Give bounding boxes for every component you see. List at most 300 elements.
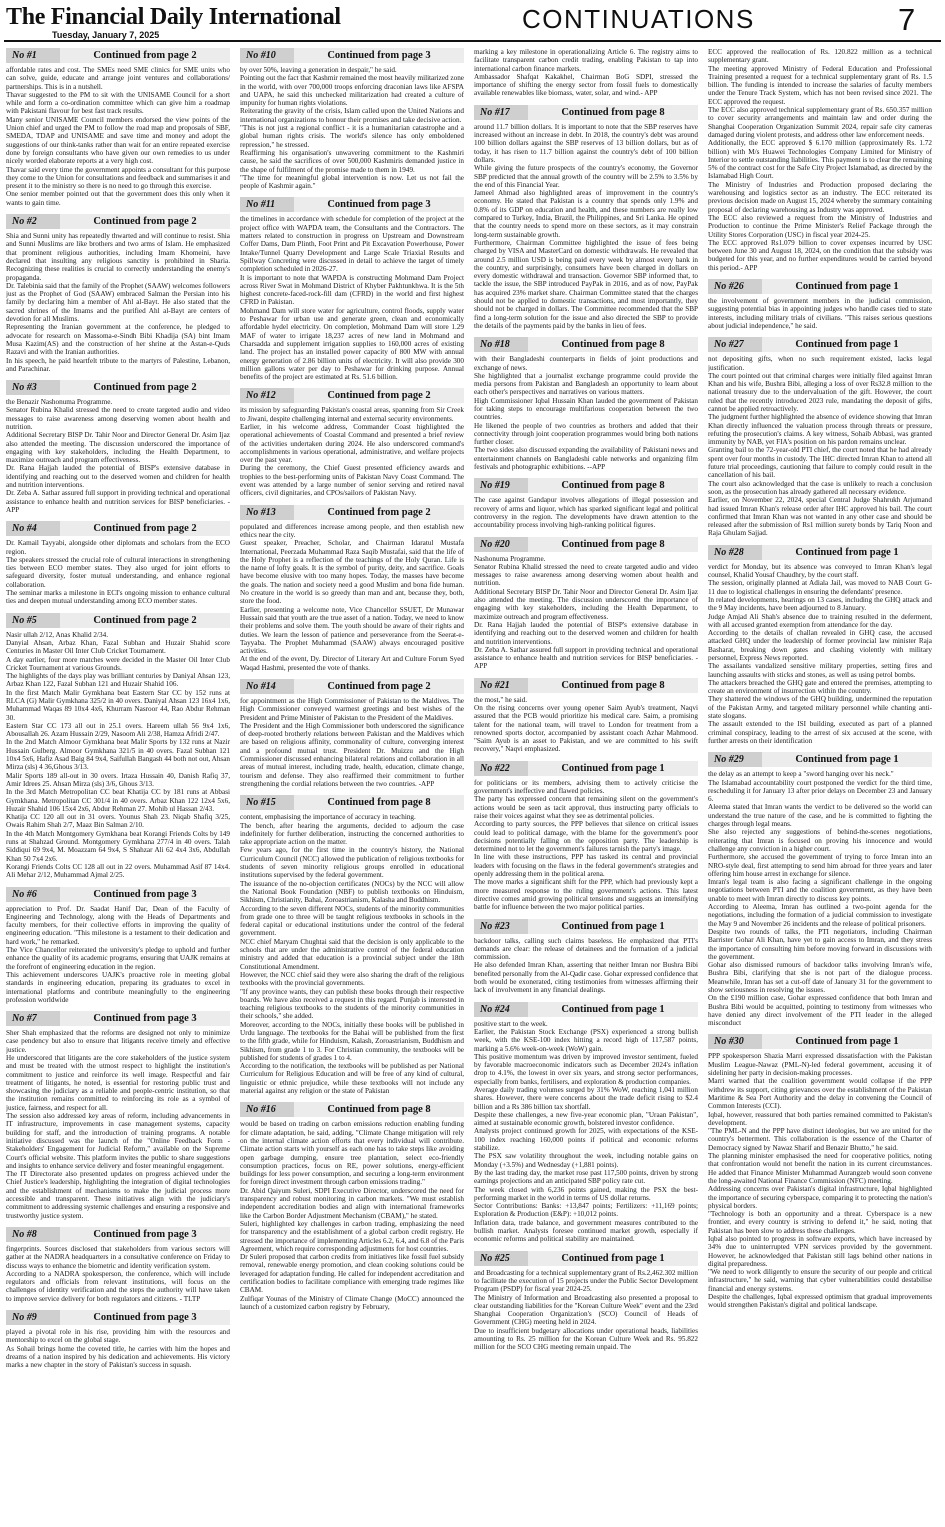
article-paragraph: for politicians or its members, advising them to actively criticise the government's ineffective and flawed policies.: [474, 778, 698, 796]
article: [474, 1251, 698, 1352]
article-paragraph: populated and differences increase among people, and then establish new ethics near the city.: [240, 522, 464, 539]
article-paragraph: The move marks a significant shift for the PPP, which had previously kept a more measured response to the ruling government's actions. This latest directive comes amid growing political tensions and suggests an intensifying battle for influence between the two major political parties.: [474, 878, 698, 912]
article-body: [6, 232, 230, 373]
article-paragraph: The speakers stressed the crucial role of cultural interactions in strengthening ties between ECO member states. They also urged for joint efforts to safeguard diversity, foster mutual understanding, and enhance regional collaboration.: [6, 555, 230, 589]
article-paragraph: the involvement of government members in the judicial commission, suggesting potential bias in appointing judges who handle cases tied to state interests, including military trials of civilians. "This raises serious questions about judicial independence," he said.: [708, 297, 932, 330]
article-paragraph: This achievement underscores UAJK's proactive role in meeting global standards in engineering education, preparing its graduates to excel in international platforms and contribute meaningfully to the engineering profession worldwide: [6, 970, 230, 1004]
article-paragraph: While giving the future prospects of the country's economy, the Governor SBP predicted that the annual growth of the country will be 2.5% to 3.5% by the end of this Financial Year.: [474, 164, 698, 189]
article: [240, 48, 464, 190]
article-paragraph: She also rejected any suggestions of behind-the-scenes negotiations, reiterating that Imran is focused on proving his innocence and would challenge any conviction in a higher court.: [708, 828, 932, 853]
article-header: [474, 761, 698, 776]
article-paragraph: Malir Sports 189 all-out in 30 overs. Irtaza Hussain 40, Danish Rafiq 37, Amir Idrees 25. Ahsan Mirza (sls) 3/6, Ghous 3/13.: [6, 771, 230, 788]
article-paragraph: Despite these challenges, a new five-year economic plan, "Uraan Pakistan", aimed at sustainable economic growth, bolstered investor confidence.: [474, 1110, 698, 1128]
article-paragraph: According to Aleema, Imran has outlined a two-point agenda for the negotiations, including the formation of a judicial commission to investigate the May 9 and November 26 incidents and the release of political prisoners.: [708, 903, 932, 928]
article-paragraph: According to the seven different NOCs, students of the minority communities from grade one to three will be taught religious textbooks in schools in the federal capital or educational institutions under the control of the federal government.: [240, 904, 464, 938]
article-paragraph: Iqbal, however, reassured that both parties remained committed to Pakistan's development.: [708, 1110, 932, 1127]
article-paragraph: Moreover, according to the NOCs, initially these books will be published in Urdu language. The textbooks for the Bahai will be published from the first to the fifth grade, while for Hinduism, Kalash, Zoroastrianism, Buddhism and Sikhism, from grade 1 to 3. For Christian community, the textbooks will be published for students of grades 1 to 4.: [240, 1020, 464, 1062]
article-header: [240, 505, 464, 520]
article-paragraph: He likened the people of two countries as brothers and added that their connectivity through joint cooperation programmes would bring both nations further closer.: [474, 421, 698, 447]
continued-from-label: Continued from page 3: [294, 48, 464, 63]
article-body: [474, 696, 698, 754]
continued-from-label: Continued from page 2: [60, 613, 230, 628]
article-header: [240, 795, 464, 810]
continued-from-label: Continued from page 1: [762, 279, 932, 294]
article-paragraph: The Islamabad accountability court postponed the verdict for the third time, rescheduling it for January 13 after prior delays on December 23 and January 6.: [708, 778, 932, 804]
article-paragraph: Inflation data, trade balance, and government measures contributed to the bullish market. Analysts foresee continued market growth, especially if economic reforms and political stability are maintained.: [474, 1218, 698, 1244]
article-paragraph: By the last trading day, the market rose past 117,500 points, driven by strong earnings projections and an anticipated SBP policy rate cut.: [474, 1168, 698, 1186]
article-paragraph: Judge Amjad Ali Shah's absence due to training resulted in the deferment, with all accused granted exemption from attendance for the day.: [708, 612, 932, 629]
article-header: [474, 537, 698, 552]
article-paragraph: The judgment further highlighted the absence of evidence showing that Imran Khan directly influenced the valuation process through threats or pressure, refuting the prosecution's claims. A key witness, Sohaib Abbasi, was granted immunity by NAB, yet FIA's position on his pardon remains unclear.: [708, 413, 932, 447]
article-header: [474, 678, 698, 693]
article: [474, 678, 698, 754]
article-header: [474, 478, 698, 493]
article: [474, 919, 698, 995]
article-paragraph: Nashonuma Programme.: [474, 554, 546, 563]
article-paragraph: The Vice Chancellor reiterated the university's pledge to uphold and further enhance the quality of its academic programs, ensuring that UAJK remains at the forefront of engineering education in the region.: [6, 946, 230, 971]
article-body: [240, 1120, 464, 1311]
article-header: [6, 1310, 230, 1325]
article-header: [240, 197, 464, 212]
article-paragraph: not depositing gifts, when no such requirement existed, lacks legal justification.: [708, 355, 932, 372]
article-body: [6, 1328, 230, 1369]
continued-from-label: Continued from page 1: [528, 1251, 698, 1266]
article-paragraph: Gohar also dismissed rumours of backdoor talks involving Imran's wife, Bushra Bibi, clarifying that she is not part of the dialogue process. Meanwhile, Imran has set a cut-off date of January 31 for the government to show seriousness in resolving the issues.: [708, 961, 932, 994]
article-paragraph: Danyial Ahsan, Arbaz Khan, Fazal Subhan and Huzair Shahid score Centuries in Master Oil Inter Club Cricket Tournament.: [6, 638, 230, 656]
article-paragraph: The PSX saw volatility throughout the week, including notable gains on Monday (+3.5%) and Wednesday (+1,881 points).: [474, 1152, 698, 1169]
article-paragraph: Reiterating the gravity of the crisis, Islam called upon the United Nations and international organizations to honour their promises and take decisive action.: [240, 107, 464, 124]
article-paragraph: Jameel Ahmad also highlighted areas of improvement in the country's economy. He stated that Pakistan is a country that spends only 1.9% and 0.8% of its GDP on education and health, and these numbers are really low compared to Turkey, India, Brazil, the Philippines, and Sri Lanka. He opined that the country needs to spend more on these sectors, as it may constrain long-term sustainable growth.: [474, 189, 698, 239]
article-header: [708, 1034, 932, 1049]
article: [240, 679, 464, 788]
article-paragraph: In the 3rd Match Metropolitan CC beat Khatija CC by 181 runs at Abbasi Gymkhana. Metropolitan CC 301/4 in 40 overs. Arbaz Khan 122 12x4 5x6, Huzair Shahid 106 15x4 2x6, Abdur Rehman 27. Mohib ul Hassan 2/43.: [6, 788, 230, 813]
article-paragraph: The planning minister emphasised the need for cooperative politics, noting that confrontation would not benefit the nation in its current circumstances. He added that Finance Minister Muhammad Aurangzeb would soon convene the long-awaited National Finance Commission (NFC) meeting.: [708, 1152, 932, 1185]
article-paragraph: Dr. Rana Hajjah lauded the potential of BISP's extensive database in identifying and reaching out to the deserved women and children for health and nutrition interventions.: [474, 620, 698, 646]
article-paragraph: ECC approved the reallocation of Rs. 120.822 million as a technical supplementary grant.: [708, 48, 932, 65]
article-number: No #10: [240, 48, 294, 63]
article-header: [6, 214, 230, 229]
article-number: No #3: [6, 380, 60, 395]
article-paragraph: Iqbal also pointed to progress in software exports, which have increased by 34% due to uninterrupted VPN services provided by the government. However, he acknowledged that Pakistan still lags behind other nations in digital preparedness.: [708, 1235, 932, 1268]
article-paragraph: It is important to note that WAPDA is constructing Mohmand Dam Project across River Swat in Mohmand District of Khyber Pakhtunkhwa. It is the 5th highest concrete-faced-rock-fill dam (CFRD) in the world and first highest CFRD in Pakistan.: [240, 273, 464, 307]
continued-from-label: Continued from page 1: [762, 545, 932, 560]
continued-from-label: Continued from page 8: [528, 337, 698, 352]
article-number: No #4: [6, 521, 60, 536]
article-header: [240, 1102, 464, 1117]
continued-from-label: Continued from page 3: [60, 1011, 230, 1026]
article: [708, 48, 932, 272]
article-number: No #20: [474, 537, 528, 552]
article-paragraph: They shattered the windows of the GHQ building, undermined the reputation of the Pakistan Army, and targeted military personnel while chanting anti-state slogans.: [708, 695, 932, 721]
article-header: [240, 679, 464, 694]
article-paragraph: "Technology is both an opportunity and a threat. Cyberspace is a new frontier, and every country is striving to defend it," he said, noting that Pakistan has been slow to address these challenges.: [708, 1210, 932, 1235]
article-paragraph: In the 4th Match Montgomery Gymkhana beat Korangi Friends Colts by 149 runs at Shahzad Ground. Montgomery Gymkhana 277/4 in 40 overs. Talah Siddiqui 69 9x4, M. Moazzam 64 9x4, S Shahzar Ali 62 4x4 3x6, Abdullah Khan 50 7x4 2x6.: [6, 829, 230, 863]
article-paragraph: According to the notification, the textbooks will be published as per National Curriculum for Religious Education and will be free of any kind of cultural, linguistic or ethnic prejudice, while these textbooks will not include any material against any religion or the state of Pakistan: [240, 1062, 464, 1096]
article-number: No #12: [240, 388, 294, 403]
article-paragraph: In line with these instructions, PPP has tasked its central and provincial leaders with focusing on the flaws in the federal government's strategies and openly addressing them in the political arena.: [474, 853, 698, 879]
issue-date: Tuesday, January 7, 2025: [52, 30, 160, 40]
article-paragraph: High Commissioner Iqbal Hussain Khan lauded the government of Pakistan for taking steps to encourage multifarious cooperation between the two countries.: [474, 396, 698, 422]
article: [240, 197, 464, 381]
continued-from-label: Continued from page 2: [60, 214, 230, 229]
continued-from-label: Continued from page 2: [294, 505, 464, 520]
article-paragraph: and Broadcasting for a technical supplementary grant of Rs.2,462.302 million to facilitate the execution of 15 projects under the Public Sector Development Program (PSDP) for fiscal year 2024-25.: [474, 1268, 698, 1294]
article-paragraph: She highlighted that a journalist exchange programme could provide the media persons from Pakistan and Bangladesh an opportunity to learn about each other's perspectives and narratives on various matters.: [474, 371, 698, 397]
article-paragraph: Dr. Zeba A. Sathar assured full support in providing technical and operational assistance to enhance health and nutrition services for BISP beneficiaries. - APP: [474, 645, 698, 671]
article-header: [708, 337, 932, 352]
article-paragraph: Furthermore, she accused the government of trying to force Imran into an NRO-style deal, first attempting to send him abroad for three years and later offering him house arrest in exchange for silence.: [708, 853, 932, 878]
article-paragraph: its mission by safeguarding Pakistan's coastal areas, spanning from Sir Creek to Jiwani, despite challenging internal and external security environments.: [240, 406, 464, 423]
article-paragraph: with their Bangladeshi counterparts in fields of joint productions and exchange of news.: [474, 355, 698, 372]
article-number: No #17: [474, 105, 528, 120]
article-paragraph: The bench, after hearing the arguments, decided to adjourn the case indefinitely for further deliberation, instructing the concerned authorities to take appropriate action on the matter.: [240, 821, 464, 847]
article-paragraph: Mohmand Dam will store water for agriculture, control floods, supply water to Peshawar for urban use and generate green, clean and economically affordable hydel electricity. On completion, Mohmand Dam will store 1.29 MAF of water to irrigate 18,237 acres of new land in Mohmand and Charsadda and supplement irrigation supplies to 160,000 acres of existing land. The project has an installed power capacity of 800 MW with annual energy generation of 2.86 billion units of electricity. It will also provide 300 million gallons water per day to Peshawar for drinking purpose. Annual benefits of the project are estimated at Rs. 51.6 billion.: [240, 306, 464, 382]
article-body: [240, 697, 464, 788]
article-number: No #29: [708, 752, 762, 767]
article-number: No #18: [474, 337, 528, 352]
article-number: No #2: [6, 214, 60, 229]
article-paragraph: In related developments, hearings on 13 cases, including the GHQ attack and the 9 May incidents, have been adjourned to 8 January.: [708, 595, 932, 613]
continued-from-label: Continued from page 1: [528, 919, 698, 934]
continued-from-label: Continued from page 1: [762, 337, 932, 352]
article-number: No #1: [6, 48, 60, 63]
article-paragraph: PPP spokesperson Shazia Marri expressed dissatisfaction with the Pakistan Muslim League-Nawaz (PML-N)-led federal government, accusing it of sidelining her party in decision-making processes.: [708, 1052, 932, 1078]
article-header: [6, 613, 230, 628]
article-paragraph: The assault extended to the ISI building, executed as part of a planned criminal conspiracy, leading to the arrest of six accused at the scene, with further arrests on their identification: [708, 720, 932, 745]
article-header: [6, 380, 230, 395]
article-paragraph: Due to insufficient budgetary allocations under operational heads, liabilities amounting to Rs. 25 million for the Korean Culture Week and Rs. 95.822 million for the SCO CHG meeting remain unpaid. The: [474, 1326, 698, 1352]
article-paragraph: Few years ago, for the first time in the country's history, the National Curriculum Council (NCC) allowed the publication of religious textbooks for students of seven minority religious groups enrolled in educational institutions supervised by the federal government.: [240, 846, 464, 880]
continued-from-label: Continued from page 8: [528, 678, 698, 693]
article: [6, 613, 230, 880]
article-body: [474, 555, 698, 671]
article-paragraph: appreciation to Prof. Dr. Saadat Hanif Dar, Dean of the Faculty of Engineering and Technology, along with the Heads of Departments and faculty members, for their collective efforts in improving the quality of engineering education. "This milestone is a testament to their dedication and hard work," he remarked.: [6, 904, 230, 946]
article-paragraph: He also defended Imran Khan, asserting that neither Imran nor Bushra Bibi benefited personally from the Al-Qadir case. Gohar expressed confidence that both would be exonerated, citing testimonies from witnesses affirming their lack of involvement in any financial dealings.: [474, 961, 698, 995]
article-paragraph: During the ceremony, the Chief Guest presented efficiency awards and trophies to the best-performing units of Pakistan Navy Coast Command. The event was attended by a large number of senior serving and retired naval officers, civil dignitaries, and CPOs/sailors of Pakistan Navy.: [240, 464, 464, 498]
article-paragraph: Thavar said every time the government appoints a consultant for this purpose they come to the Union for consultations and feedback and summarises it and present it to the ministry so there is no need to go through this exercise.: [6, 165, 230, 191]
article-paragraph: Analysts project continued growth for 2025, with expectations of the KSE-100 index reaching 160,000 points if political and economic reforms stabilize.: [474, 1127, 698, 1153]
article: [6, 887, 230, 1005]
article: [6, 380, 230, 514]
article-number: No #19: [474, 478, 528, 493]
article-paragraph: Many senior UNISAME Council members endorsed the view points of the Union chief and urged the PM to follow the road map and proposals of SBF, SMEDA, TDAP and UNISAME and save time and money and adopt the suggestions of our think-tanks rather than wait for an entire repeated exercise done by foreign consultants who have given our own remedies to us under nicely worded elaborate reports at a very high cost.: [6, 115, 230, 166]
article-paragraph: In his speech, he paid heartfelt tribute to the martyrs of Palestine, Lebanon, and Parachinar.: [6, 356, 230, 373]
section-title: CONTINUATIONS: [522, 4, 755, 34]
article-paragraph: The week closed with 6,236 points gained, making the PSX the best-performing market in the world in terms of US dollar returns.: [474, 1185, 698, 1202]
continued-from-label: Continued from page 2: [60, 48, 230, 63]
article-paragraph: positive start to the week.: [474, 1019, 548, 1028]
article-header: [474, 105, 698, 120]
article-paragraph: Earlier, on November 22, 2024, special Central Judge Shahrukh Arjumand had issued Imran Khan's release order after IHC approved his bail. The court confirmed that Imran Khan was not wanted in any other case and should be released after the submission of Rs1 million surety bonds by Tariq Noon and Raja Ghulam Sajjad.: [708, 496, 932, 538]
article-number: No #25: [474, 1251, 528, 1266]
article: [6, 1011, 230, 1220]
article-paragraph: Ambassador Shafqat Kakakhel, Chairman BoG SDPI, stressed the importance of shifting the energy sector from fossil fuels to domestically available renewables like biomass, water, solar, and wind.- APP: [474, 72, 698, 98]
article-number: No #26: [708, 279, 762, 294]
article-number: No #5: [6, 613, 60, 628]
article-header: [6, 521, 230, 536]
continued-from-label: Continued from page 8: [528, 537, 698, 552]
article-number: No #7: [6, 1011, 60, 1026]
article-paragraph: The seminar marks a milestone in ECI's ongoing mission to enhance cultural ties and deepen mutual understanding among ECO member states.: [6, 589, 230, 606]
continued-from-label: Continued from page 3: [294, 197, 464, 212]
article-paragraph: The ECC also reviewed a request from the Ministry of Industries and Production to continue the Prime Minister's Relief Package through the Utility Stores Corporation (USC) in fiscal year 2024-25.: [708, 213, 932, 239]
article-paragraph: In the 2nd Match Almoor Gymkhana beat Malir Sports by 132 runs at Nazir Hussain Gulberg. Almoor Gymkhana 321/5 in 40 overs. Fazal Subhan 121 10x4 5x6, Hafiz Asad Baig 84 9x4, Saifullah Bangash 44 both not out, Ahsan Mirza (sls) 4 36,Ghous 3/13.: [6, 738, 230, 772]
article-paragraph: fingerprints. Sources disclosed that stakeholders from various sectors will gather at the NADRA headquarters in a consultative conference on Friday to discuss ways to enhance the biometric and identity verification system.: [6, 1244, 230, 1270]
continued-from-label: Continued from page 8: [294, 1102, 464, 1117]
column-4: [708, 48, 932, 1522]
article-paragraph: Guest speaker, Preacher, Scholar, and Chairman Idaratul Mustafa International, Peerzada Muhammad Raza Saqib Mustafai, said that the life of the Holy Prophet is a reflection of the teachings of the Holy Quran. Life is the name of lofty goals. It is the symbol of purity, deity, and sacrifice. Goals have become elusive with too many hopes. Today, the masses have become the goals. The nation and society need a good Muslim and bona fide human. No creature in the world is so greedy than man and ant, because they, both, store the food.: [240, 539, 464, 606]
article-paragraph: The court pointed out that criminal charges were initially filed against Imran Khan and his wife, Bushra Bibi, alleging a loss of over Rs32.8 million to the national treasury due to the undervaluation of the gift. However, the court ruled that the recently introduced 2023 rule, mandating the deposit of gifts, cannot be applied retroactively.: [708, 371, 932, 413]
article-paragraph: "We need to work diligently to ensure the security of our people and critical infrastructure," he said, warning that cyber vulnerabilities could destabilise financial and energy systems.: [708, 1268, 932, 1293]
article-body: [240, 215, 464, 381]
article-paragraph: verdict for Monday, but its absence was conveyed to Imran Khan's legal counsel, Khalid Yousaf Chaudhry, by the court staff.: [708, 562, 932, 580]
article-paragraph: affordable rates and cost. The SMEs need SME clinics for SME units who can solve, guide, educate and arrange joint ventures and collaborations/ partnerships. This is in a nutshell.: [6, 66, 230, 91]
article: [6, 1227, 230, 1303]
article-paragraph: The two sides also discussed expanding the availability of Pakistani news and entertainment channels on Bangladeshi cable networks and organizing film festivals and photographic exhibitions. --APP: [474, 446, 698, 472]
continued-from-label: Continued from page 2: [294, 679, 464, 694]
article-paragraph: Reaffirming his organisation's unwavering commitment to the Kashmiri cause, he said the sacrifices of over 500,000 Kashmiris demanded justice in the shape of fulfilment of the promise made to them in 1949.: [240, 148, 464, 174]
article-paragraph: "The time for meaningful global intervention is now. Let us not fail the people of Kashmir again.": [240, 173, 464, 191]
article-paragraph: Imran's legal team is also facing a significant challenge in the ongoing negotiations between PTI and the coalition government, as they have been unable to meet with Imran directly to discuss key points.: [708, 878, 932, 903]
article-paragraph: The party has expressed concern that remaining silent on the government's actions would be seen as tacit approval, thus instructing party officials to raise their voices against what they see as detrimental policies.: [474, 795, 698, 820]
column-3: [474, 48, 698, 1522]
article-paragraph: Aleema stated that Imran wants the verdict to be delivered so the world can understand the true nature of the case, and he is committed to fighting the charges through legal means.: [708, 803, 932, 829]
article: [708, 1034, 932, 1309]
article-body: [6, 631, 230, 880]
article-paragraph: In the first Match Malir Gymkhana beat Eastern Star CC by 152 runs at RLCA (G) Malir Gymkhana 325/2 in 40 overs. Daniyal Ahsan 123 16x4 1x6, Muhammad Waqas 89 10x4 4x6, Khurram Nasroor 44, Rao Abdur Rehman 30.: [6, 688, 230, 722]
article: [708, 752, 932, 1027]
article-paragraph: would be based on trading on carbon emissions reduction enabling funding for climate adaptation, he said, adding, "Climate Change mitigation will rely on the internal climate action efforts that every individual will contribute. Climate action starts with yourself as each one has to take steps like avoiding open garbage dumping, ensure tree plantation, select eco-friendly consumption practices, focus on RE, power solutions, energy-efficient buildings for less power consumption, and securing a long-term environment for foreign direct investment through carbon emissions trading.": [240, 1120, 464, 1187]
article-paragraph: Marri warned that the coalition government would collapse if the PPP withdrew its support, citing grievances over the establishment of the Pakistan Maritime & Sea Port Authority and the delay in convening the Council of Common Interests (CCI).: [708, 1077, 932, 1111]
article-paragraph: Despite two rounds of talks, the PTI negotiators, including Chairman Barrister Gohar Ali Khan, have yet to gain access to Imran, and they stress the importance of consulting him before moving forward in discussions with the government.: [708, 927, 932, 961]
article-body: [708, 48, 932, 272]
article-header: [708, 545, 932, 560]
article-paragraph: Senator Rubina Khalid stressed the need to create targeted audio and video messages to raise awareness among deserving women about health and nutrition.: [6, 406, 230, 431]
article-paragraph: Dr. Kamail Tayyabi, alongside other diplomats and scholars from the ECO region.: [6, 539, 230, 556]
article-paragraph: Despite the challenges, Iqbal expressed optimism that gradual improvements would strengthen Pakistan's digital and political landscape.: [708, 1293, 932, 1310]
article-paragraph: According to party sources, the PPP believes that silence on critical issues could lead to political damage, with the blame for the government's poor decisions potentially falling on the opposition party. The leadership is determined not to let the government's failures tarnish the party's image.: [474, 820, 698, 854]
article-header: [474, 1002, 698, 1017]
article-paragraph: Eastern Star CC 173 all out in 25.1 overs. Hareem ullah 56 9x4 1x6, Abousallah 26. Azam Hussain 2/29, Nasoom Ali 2/38, Hamza Afridi 2/47.: [6, 721, 230, 739]
article-paragraph: The IT Directorate also presented updates on progress achieved under the Chief Justice's leadership, highlighting the integration of digital technologies and the establishment of mechanisms to make the judicial process more accessible and transparent. These initiatives align with the judiciary's commitment to addressing systemic challenges and ensuring a responsive and trustworthy justice system.: [6, 1170, 230, 1220]
article-paragraph: The attackers breached the GHQ gate and entered the premises, attempting to create an environment of insurrection within the country.: [708, 678, 932, 696]
article-body: [708, 355, 932, 538]
article-body: [240, 406, 464, 497]
column-1: [6, 48, 230, 1522]
article-number: No #16: [240, 1102, 294, 1117]
article-body: [6, 905, 230, 1005]
article-paragraph: the timelines in accordance with schedule for completion of the project at the project office with WAPDA team, the Consultants and the Contractors. The matters related to construction in progress on Upstream and Downstream Coffer Dams, Dam Plinth, Foot Print and Pit Excavation Powerhouse, Power Intake/Tunnel Quarry Development and Large Scale Triaxial Results and Spillway Concreting were discussed in detail to achieve the target of timely completion scheduled in 2026-27.: [240, 215, 464, 274]
article-body: [6, 539, 230, 605]
article-body: [474, 48, 698, 98]
article-header: [474, 919, 698, 934]
article-paragraph: Senator Rubina Khalid stressed the need to create targeted audio and video messages to raise awareness among deserving women about health and nutrition.: [474, 562, 698, 588]
article-body: [708, 297, 932, 330]
article-paragraph: At the end of the event, Dy. Director of Literary Art and Culture Forum Syed Waqad Hashmi, presented the vote of thanks.: [240, 655, 464, 672]
article-header: [6, 48, 230, 63]
article-paragraph: Earlier, presenting a welcome note, Vice Chancellor SSUET, Dr Munawar Hussain said that youth are the true asset of a nation. Today, we need to know their problems and solve them. The youth should be aware of their rights and duties. We learn the lesson of patience and perseverance from the Seerat-e-Tayyaba. The Prophet Muhammad (SAAW) always encouraged positive activities.: [240, 605, 464, 656]
article-paragraph: "If any province wants, they can publish these books through their respective boards. We have also received a request in this regard. Punjab is interested in teaching religious textbooks to the students of the minority communities in their schools," she added.: [240, 987, 464, 1021]
article-body: [6, 1245, 230, 1303]
article-body: [6, 398, 230, 514]
continued-from-label: Continued from page 8: [294, 795, 464, 810]
article-paragraph: A day earlier, four more matches were decided in the Master Oil Inter Club Cricket Tournament at various Grounds.: [6, 655, 230, 672]
article-paragraph: According to a NADRA spokesperson, the conference, which will include regulators and officials from relevant institutions, will focus on the challenges of identity verification and the steps the authority will have taken to improve service delivery for both regulators and citizens. - TLTP: [6, 1269, 230, 1303]
article-paragraph: around 11.7 billion dollars. It is important to note that the SBP reserves have increased without an increase in debt. In 2018, the country's debt was around 100 billion dollars against the SBP reserves of 13 billion dollars, but as of today, it has risen to 11.7 billion against the country's debt of 100 billion dollars.: [474, 122, 698, 164]
page-number: 7: [898, 2, 916, 37]
article-paragraph: the delay as an attempt to keep a "sword hanging over his neck.": [708, 770, 894, 779]
article: [474, 478, 698, 529]
article-body: [474, 779, 698, 912]
article-paragraph: Dr Suleri proposed that carbon credits from initiatives like fossil fuel subsidy removal, renewable energy promotion, and clean cooking solutions could be leveraged for adaptation funding. He called for independent accreditation and certification bodies to facilitate compliance with emerging trade regimes like CBAM.: [240, 1253, 464, 1295]
article-paragraph: However, the NCC chief said they were also sharing the draft of the religious textbooks with the provincial governments.: [240, 970, 464, 988]
article-body: [240, 523, 464, 672]
article-paragraph: The case against Gandapur involves allegations of illegal possession and recovery of arms and liquor, which has sparked significant legal and political controversy in the region. The developments have drawn attention to the accountability process involving high-ranking political figures.: [474, 496, 698, 530]
article-paragraph: Earlier, the Pakistan Stock Exchange (PSX) experienced a strong bullish week, with the KSE-100 index hitting a record high of 117,587 points, marking a 5.6% week-on-week (WoW) gain.: [474, 1027, 698, 1053]
article-paragraph: Earlier, in his welcome address, Commander Coast highlighted the operational achievements of Coastal Command and presented a brief review of the activities undertaken during 2024. He also underscored command's accomplishments in various operational, administrative, and welfare projects over the past year.: [240, 422, 464, 465]
article-paragraph: Zulfiqar Younas of the Ministry of Climate Change (MoCC) announced the launch of a customized carbon registry by February,: [240, 1294, 464, 1311]
article-paragraph: Average daily trading volumes surged by 31% WoW, reaching 1,041 million shares. However, there were concerns about the trade deficit rising to $2.4 billion and a Rs 386 billion tax shortfall.: [474, 1085, 698, 1111]
article-header: [474, 1251, 698, 1266]
article-body: [474, 937, 698, 995]
article-header: [240, 388, 464, 403]
article-paragraph: Additionally, the ECC approved $ 6.170 million (approximately Rs. 1.72 billion) with M/s Huawei Technologies Company Limited for Ministry of Interior to settle outstanding liabilities. This payment is to clear the remaining 5% of the contract cost for the Safe City Project Islamabad, as directed by the Islamabad High Court.: [708, 139, 932, 181]
article-paragraph: Furthermore, Chairman Committee highlighted the issue of fees being charged by VISA and MasterCard on domestic withdrawals. He revealed that around 2.5 million USD is being paid every week by almost every bank in the country, and surprisingly, consumers have been charged in dollars on every domestic withdrawal and transaction. Governor SBP informed that, to tackle the issue, the SBP introduced PayPak in 2016, and as of now, PayPak has acquired 23% market share. Chairman Committee stated that the charges should not be applied to domestic transactions, and most importantly, they should not be charged in dollars. The Committee recommended that the SBP find a long-term solution for the issue and also directed the SBP to provide the details of the payments paid by the banks in lieu of fees.: [474, 238, 698, 330]
article-paragraph: Representing the Iranian government at the conference, he pledged to advocate for research on Massoma-e-Sindh Bibi Khadija (SA) bint Imam Musa Kazim(AS) and the construction of her shrine at the Astan-e-Quds Razavi and with the Iranian authorities.: [6, 323, 230, 357]
article-body: [708, 770, 932, 1027]
article-body: [6, 1029, 230, 1220]
article-paragraph: On the £190 million case, Gohar expressed confidence that both Imran and Bushra Bibi would be acquitted, pointing to testimony from witnesses who have denied any direct involvement of the PTI leader in the alleged misconduct: [708, 994, 932, 1028]
article-body: [474, 355, 698, 471]
article: [474, 1002, 698, 1244]
article-paragraph: played a pivotal role in his rise, providing him with the resources and mentorship to excel on the global stage.: [6, 1328, 230, 1345]
continued-from-label: Continued from page 3: [60, 887, 230, 902]
article-paragraph: "This is not just a regional conflict - it is a humanitarian catastrophe and a global human rights crisis. The world's silence has only emboldened repression," he stressed.: [240, 124, 464, 149]
continued-from-label: Continued from page 2: [60, 521, 230, 536]
article-paragraph: The session, originally planned at Adiala Jail, was moved to NAB Court G-11 due to logistical challenges in ensuring the defendants' presence.: [708, 579, 932, 596]
article-paragraph: Sher Shah emphasized that the reforms are designed not only to minimize case pendency but also to ensure that litigants receive timely and effective justice.: [6, 1029, 230, 1054]
article-paragraph: The Ministry of Industries and Production proposed declaring the warehousing and logistics sector as an industry. The ECC reiterated its previous decision made on August 15, 2024 whereby the summary containing proposal of declaring warehousing as Industry was approved.: [708, 180, 932, 214]
article-paragraph: The President and the High Commissioner both underscored the significance of deep-rooted brotherly relations between Pakistan and the Maldives which are based on religious affinity, commonality of culture, converging interest and a profound mutual trust. President Dr. Muizzu and the High Commissioner discussed enhancing bilateral relations and collaboration in all areas of mutual interest, including trade, health, education, climate change, tourism and defense. They also reaffirmed their commitment to further strengthening the cordial relations between the two countries. -APP: [240, 721, 464, 788]
article-number: No #23: [474, 919, 528, 934]
article-body: [708, 563, 932, 746]
article-header: [708, 279, 932, 294]
article: [708, 337, 932, 538]
continued-from-label: Continued from page 1: [762, 1034, 932, 1049]
article: [240, 1102, 464, 1311]
continued-from-label: Continued from page 3: [60, 1310, 230, 1325]
article-number: No #28: [708, 545, 762, 560]
article-paragraph: Korangi Friends Colts CC 128 all out in 22 overs. Muhammad Asif 87 14x4. Ali Mehar 2/12, Muhammad Ajmal 2/25.: [6, 862, 230, 880]
article-header: [708, 752, 932, 767]
article-paragraph: The issuance of the no-objection certificates (NOCs) by the NCC will allow the National Book Foundation (NBF) to publish textbooks on Hinduism, Sikhism, Christianity, Bahai, Zoroastrianism, Kalasha and Buddhism.: [240, 879, 464, 905]
article-number: No #14: [240, 679, 294, 694]
article: [240, 505, 464, 672]
article-body: [708, 1052, 932, 1309]
article-header: [240, 48, 464, 63]
article-number: No #8: [6, 1227, 60, 1242]
article-header: [6, 887, 230, 902]
article-body: [474, 123, 698, 330]
article-paragraph: marking a key milestone in operationalizing Article 6. The registry aims to facilitate transparent carbon credit trading, enabling Pakistan to tap into international carbon finance markets.: [474, 48, 698, 73]
article-paragraph: The court also acknowledged that the case is unlikely to reach a conclusion soon, as the prosecution has already gathered all necessary evidence.: [708, 479, 932, 496]
article-paragraph: for appointment as the High Commissioner of Pakistan to the Maldives. The High Commissioner conveyed warmest greetings and best wishes of the President and Prime Minister of Pakistan to the President of the Maldives.: [240, 697, 464, 722]
article-paragraph: Additional Secretary BISP Dr. Tahir Noor and Director General Dr. Asim Ijaz also attended the meeting. The discussion underscored the importance of engaging with key stakeholders, including the Health Department, to maximize outreach and program effectiveness.: [474, 587, 698, 621]
article-paragraph: Sector Contributions: Banks: +13,847 points; Fertilizers: +11,169 points; Exploration & Production (E&P): +10,012 points.: [474, 1202, 698, 1219]
article-paragraph: Dr. Zeba A. Sathar assured full support in providing technical and operational assistance to enhance health and nutrition services for BISP beneficiaries. - APP: [6, 489, 230, 514]
continued-from-label: Continued from page 3: [60, 1227, 230, 1242]
article-paragraph: Additional Secretary BISP Dr. Tahir Noor and Director General Dr. Asim Ijaz also attended the meeting. The discussion underscored the importance of engaging with key stakeholders, including the Health Department, to maximize outreach and program effectiveness.: [6, 431, 230, 465]
article-paragraph: Dr. Rana Hajjah lauded the potential of BISP's extensive database in identifying and reaching out to the deserved women and children for health and nutrition interventions.: [6, 464, 230, 490]
continued-from-label: Continued from page 1: [528, 761, 698, 776]
article-header: [6, 1011, 230, 1026]
article-paragraph: Granting bail to the 72-year-old PTI chief, the court noted that he had already spent over four months in custody. The IHC directed Imran Khan to attend all future trial proceedings, cautioning that failure to comply could result in the cancellation of his bail.: [708, 446, 932, 480]
article-header: [6, 1227, 230, 1242]
article: [474, 105, 698, 330]
article-paragraph: This positive momentum was driven by improved investor sentiment, fueled by favorable macroeconomic indicators such as December 2024's inflation drop to 4.1%, the lowest in over six years, and strong sector performances, especially from banks, fertilisers, and exploration & production companies.: [474, 1052, 698, 1086]
article: [708, 545, 932, 746]
article-paragraph: One senior member pointed out that the government does this only when it wants to gain time.: [6, 190, 230, 207]
continued-from-label: Continued from page 1: [762, 752, 932, 767]
article-paragraph: Suleri, highlighted key challenges in carbon trading, emphasizing the need for transparency and the establishment of a global carbon credit registry. He stressed the importance of implementing Articles 6.2, 6.4, and 6.8 of the Paris Agreement, which require corresponding adjustments for host countries.: [240, 1219, 464, 1253]
article-paragraph: The session also addressed key areas of reform, including advancements in IT infrastructure, improvements in case management systems, capacity building for staff, and the introduction of training programs. A notable initiative discussed was the launch of the "Online Feedback Form - Stakeholders' Engagement for Judicial Reform," available on the Supreme Court's official website. This platform invites the public to share suggestions and insights to enhance service delivery and foster meaningful engagement.: [6, 1112, 230, 1170]
article-body: [240, 66, 464, 190]
article-number: No #27: [708, 337, 762, 352]
article-paragraph: The ECC approved Rs1.079 billion to cover expenses incurred by USC between June 30 and August 18, 2024, on the condition that the subsidy was budgeted for this year, and no further expenditures would be carried beyond this period.- APP: [708, 238, 932, 272]
article-paragraph: "The PML-N and the PPP have distinct ideologies, but we are united for the country's betterment. This collaboration is the essence of the Charter of Democracy signed by Nawaz Sharif and Benazir Bhutto," he said.: [708, 1127, 932, 1152]
article-paragraph: the most," he said.: [474, 695, 528, 704]
article-paragraph: The assailants vandalized sensitive military properties, setting fires and launching assaults with sticks and stones, as well as using petrol bombs.: [708, 662, 932, 679]
article: [6, 214, 230, 373]
article-paragraph: the Benazir Nashonuma Programme.: [6, 398, 113, 407]
continued-from-label: Continued from page 8: [528, 478, 698, 493]
article-paragraph: Addressing concerns over Pakistan's digital infrastructure, Iqbal highlighted the importance of securing cyberspace, comparing it to protecting the nation's physical borders.: [708, 1185, 932, 1210]
column-2: [240, 48, 464, 1522]
article-paragraph: backdoor talks, calling such claims baseless. He emphasized that PTI's demands are clear: the release of detainees and the formation of a judicial commission.: [474, 936, 698, 962]
article-body: [474, 496, 698, 529]
article-body: [240, 813, 464, 1095]
article-paragraph: Dr. Abid Qaiyum Suleri, SDPI Executive Director, underscored the need for transparency and robust monitoring in carbon markets. "We must establish independent accreditation bodies and align with international frameworks like the Carbon Border Adjustment Mechanism (CBAM)," he stated.: [240, 1186, 464, 1220]
article: [708, 279, 932, 330]
article: [474, 537, 698, 671]
article: [240, 795, 464, 1095]
article-paragraph: On the rising concerns over young opener Saim Ayub's treatment, Naqvi assured that the PCB would prioritize his medical care. Saim, a promising talent for the national team, will travel to London for treatment from a renowned sports doctor, accompanied by assistant coach Azhar Mahmood. "Saim Ayub is an asset to Pakistan, and we are committed to his swift recovery," Naqvi emphasized.: [474, 704, 698, 754]
article-paragraph: The Ministry of Information and Broadcasting also presented a proposal to clear outstanding liabilities for the "Korean Culture Week" event and the 23rd Shanghai Cooperation Organization's (SCO) Council of Heads of Government (CHG) meeting held in 2024.: [474, 1293, 698, 1327]
article-number: No #6: [6, 887, 60, 902]
masthead: [0, 0, 945, 40]
article-paragraph: The highlights of the days play was brilliant centuries by Daniyal Ahsan 123, Arbaz Khan 122, Fazal Subhan 121 and Huzair Shahid 106.: [6, 672, 230, 689]
article-number: No #30: [708, 1034, 762, 1049]
continued-from-label: Continued from page 8: [528, 105, 698, 120]
article-paragraph: Nasir ullah 2/12, Anas Khalid 2/34.: [6, 630, 109, 639]
article-paragraph: Shia and Sunni unity has repeatedly thwarted and will continue to resist. Shia and Sunni Muslims are like brothers and two arms of Islam. He emphasized that prominent religious authorities, including Imam Khomeini, have declared that insulting any religious sanctity is prohibited in Sharia. Recognizing these realities is crucial to correctly understanding the enemy's propaganda.: [6, 232, 230, 282]
article-body: [474, 1020, 698, 1244]
article-paragraph: As Sohail brings home the coveted title, he carries with him the hopes and dreams of a nation inspired by his dedication and achievements. His victory marks a new chapter in the story of Pakistan's success in squash.: [6, 1344, 230, 1370]
article-paragraph: He underscored that litigants are the core stakeholders of the justice system and must be treated with the utmost respect to highlight the institution's commitment to justice and reinforce its well image. Respectful and fair treatment of litigants, he noted, is essential for restoring public trust and showcasing the judiciary as a reliable and people-centric institution, so that the institution remains committed to reinforcing its role as a symbol of justice, fairness, and respect for all.: [6, 1053, 230, 1112]
article-paragraph: by over 50%, leaving a generation in despair," he said.: [240, 66, 397, 74]
article-paragraph: The meeting approved Ministry of Federal Education and Professional Training presented a request for a technical supplementary grant of Rs. 1.5 billion. The funding is intended to increase the salaries of faculty members under the Tenure Track System, which has not been revised since 2021. The ECC approved the request.: [708, 64, 932, 106]
article-number: No #21: [474, 678, 528, 693]
article-paragraph: content, emphasising the importance of accuracy in teaching.: [240, 813, 416, 822]
article-number: No #11: [240, 197, 294, 212]
article: [6, 1310, 230, 1369]
header-rule: [4, 40, 941, 42]
continued-from-label: Continued from page 2: [60, 380, 230, 395]
article-paragraph: Khatija CC 120 all out in 31 overs. Younus Shah 23. Niqab Shafiq 3/25, Owais Rahim Shah 2/7, Maaz Bin Salman 2/10.: [6, 813, 230, 830]
article: [240, 388, 464, 497]
article-body: [6, 66, 230, 207]
article-number: No #13: [240, 505, 294, 520]
